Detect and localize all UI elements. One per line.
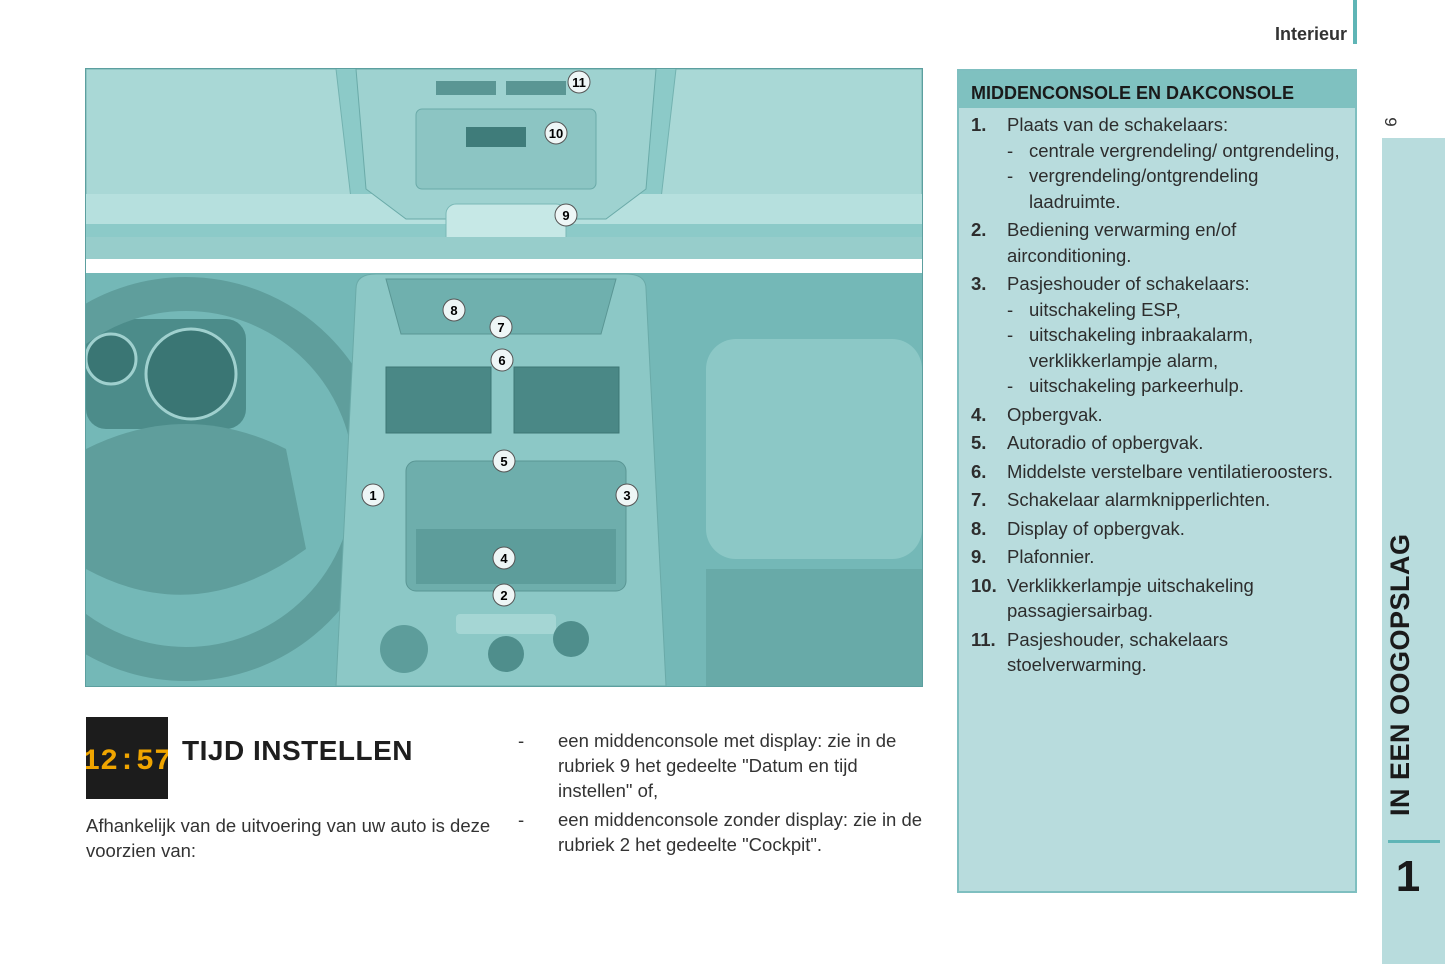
svg-text:10: 10 xyxy=(548,126,564,141)
passenger-dash xyxy=(706,339,922,559)
svg-text:11: 11 xyxy=(572,75,586,90)
svg-text:1: 1 xyxy=(369,488,377,503)
climate-buttons xyxy=(456,614,556,634)
legend-item-7: 7. Schakelaar alarmknipperlichten. xyxy=(971,489,1271,510)
legend-item-9: 9. Plafonnier. xyxy=(971,546,1095,567)
callout-5 xyxy=(493,450,515,472)
legend-item-11: 11. Pasjeshouder, schakelaars stoelverwarming. xyxy=(971,628,1229,675)
roof-slot-right xyxy=(506,81,566,95)
vent-left xyxy=(386,367,491,433)
climate-knob-right xyxy=(553,621,589,657)
chapter-tab-divider xyxy=(1388,840,1440,843)
steering-wheel-hub xyxy=(86,424,306,595)
header-accent-bar xyxy=(1353,0,1357,44)
legend-item-5: 5. Autoradio of opbergvak. xyxy=(971,432,1204,453)
callout-7 xyxy=(490,316,512,338)
time-bullet-list xyxy=(518,728,928,861)
clock-display-icon xyxy=(86,717,168,799)
legend-item-1: 1. Plaats van de schakelaars: - centrale vergrendeling/ ontgrendeling, - vergrendeling/ontgrendeling laadruimte. xyxy=(971,114,1340,212)
svg-text:7: 7 xyxy=(497,320,505,335)
chapter-number: 1 xyxy=(1395,852,1421,901)
sun-visor-left xyxy=(86,69,351,199)
bullet-item: - een middenconsole zonder display: zie in de rubriek 2 het gedeelte "Cockpit". xyxy=(518,809,923,855)
sun-visor-right xyxy=(661,69,922,199)
dashboard-drawing xyxy=(86,69,922,686)
callout-11 xyxy=(568,71,590,93)
rev-counter xyxy=(86,334,136,384)
callout-8 xyxy=(443,299,465,321)
callout-4 xyxy=(493,547,515,569)
illustration-separator xyxy=(86,259,922,273)
roof-compartment xyxy=(416,109,596,189)
section-title-time: TIJD INSTELLEN xyxy=(182,735,414,766)
roof-slot-left xyxy=(436,81,496,95)
legend-item-8: 8. Display of opbergvak. xyxy=(971,517,1185,539)
callout-3 xyxy=(616,484,638,506)
callout-2 xyxy=(493,584,515,606)
svg-text:5: 5 xyxy=(500,454,508,469)
legend-item-3: 3. Pasjeshouder of schakelaars: - uitschakeling ESP, - uitschakeling inbraakalarm, verklikkerlampje alarm, - uitschakeling parkeerhulp. xyxy=(971,273,1254,396)
console-legend-box xyxy=(957,69,1357,893)
callout-9 xyxy=(555,204,577,226)
ceiling-lower-edge xyxy=(86,237,922,259)
svg-text:2: 2 xyxy=(500,588,508,603)
legend-item-6: 6. Middelste verstelbare ventilatieroosters. xyxy=(971,460,1333,482)
console-legend-list xyxy=(959,108,1355,678)
callout-1 xyxy=(362,484,384,506)
vent-right xyxy=(514,367,619,433)
svg-text:12:57: 12:57 xyxy=(86,745,168,779)
header-section-title: Interieur xyxy=(1274,24,1347,44)
callout-10 xyxy=(545,122,567,144)
svg-text:9: 9 xyxy=(562,208,570,223)
svg-text:3: 3 xyxy=(623,488,631,503)
glovebox xyxy=(706,569,922,686)
speedometer xyxy=(146,329,236,419)
legend-item-2: 2. Bediening verwarming en/of airconditioning. xyxy=(971,219,1237,266)
climate-knob-middle xyxy=(488,636,524,672)
legend-item-10: 10. Verklikkerlampje uitschakeling passagiersairbag. xyxy=(971,574,1254,621)
legend-item-4: 4. Opbergvak. xyxy=(971,403,1103,425)
console-legend-title: MIDDENCONSOLE EN DAKCONSOLE xyxy=(959,71,1355,108)
svg-text:8: 8 xyxy=(450,303,458,318)
svg-text:6: 6 xyxy=(498,353,506,368)
time-intro-text: Afhankelijk van de uitvoering van uw auto is deze voorzien van: xyxy=(86,815,491,861)
page-number: 9 xyxy=(1381,117,1400,127)
bullet-item: - een middenconsole met display: zie in de rubriek 9 het gedeelte "Datum en tijd instellen" of, xyxy=(518,730,897,801)
chapter-tab-label: IN EEN OOGOPSLAG xyxy=(1385,533,1415,817)
callout-6 xyxy=(491,349,513,371)
gear-knob xyxy=(380,625,428,673)
airbag-indicator xyxy=(466,127,526,147)
storage-compartment xyxy=(416,529,616,584)
svg-text:4: 4 xyxy=(500,551,508,566)
dashboard-illustration xyxy=(85,68,923,687)
